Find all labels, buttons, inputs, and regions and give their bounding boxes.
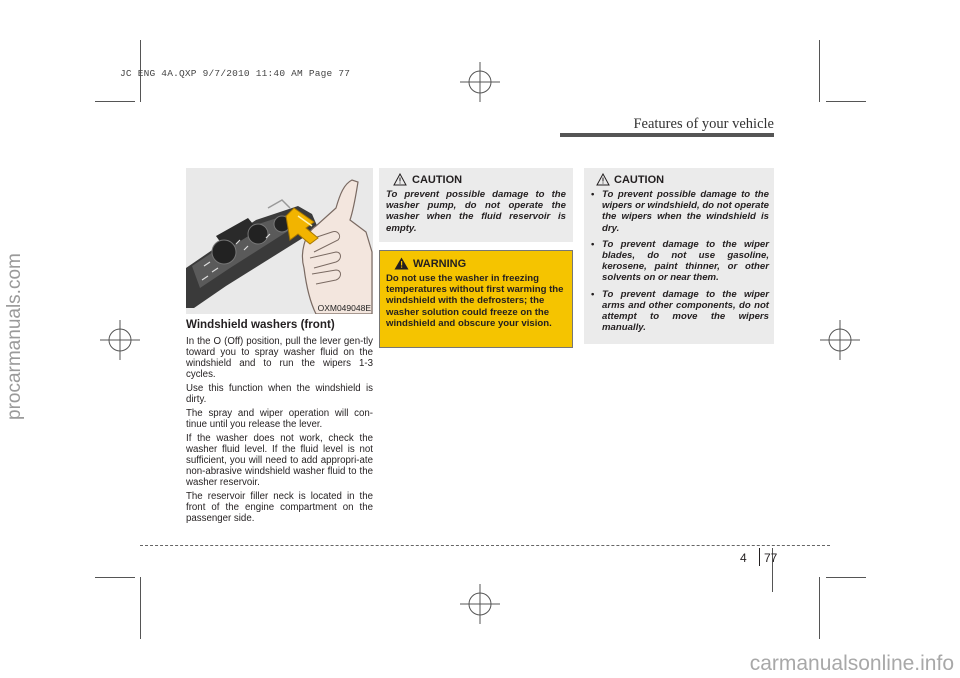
registration-mark-icon [460, 584, 500, 624]
body-paragraph: The spray and wiper operation will con-tinue until you release the lever. [186, 408, 373, 430]
header-rule [560, 133, 774, 137]
body-paragraph: If the washer does not work, check the washer fluid level. If the fluid level is not sufficient, you will need to add appropri-ate non-abrasive windshield washer fluid to the washer reservoir. [186, 433, 373, 488]
warning-triangle-icon [394, 257, 409, 270]
print-slug: JC ENG 4A.QXP 9/7/2010 11:40 AM Page 77 [120, 68, 351, 79]
chapter-number: 4 [740, 551, 747, 565]
bullet-icon: • [591, 238, 595, 250]
caution-item-text: To prevent damage to the wiper arms and other components, do not attempt to move the wipers manually. [602, 288, 769, 334]
page-number-separator [759, 548, 760, 566]
figure-code: OXM049048E [317, 303, 371, 313]
wiper-lever-figure [186, 168, 373, 314]
watermark-bottom[interactable]: carmanualsonline.info [749, 652, 954, 675]
warning-title: WARNING [413, 258, 467, 270]
crop-mark [819, 577, 820, 639]
registration-mark-icon [820, 320, 860, 360]
caution-title: CAUTION [614, 174, 665, 186]
page-number: 77 [764, 551, 778, 565]
page-header-title: Features of your vehicle [633, 116, 774, 132]
wiper-lever-illustration [186, 168, 373, 314]
body-paragraph: The reservoir filler neck is located in the front of the engine compartment on the passenger side. [186, 491, 373, 524]
crop-mark [826, 577, 866, 578]
registration-mark-icon [460, 62, 500, 102]
caution-item-text: To prevent possible damage to the wipers or windshield, do not operate the wipers when the windshield is dry. [602, 189, 769, 234]
caution-triangle-icon [596, 173, 610, 186]
footer-dashed-rule [140, 545, 830, 546]
crop-mark [95, 101, 135, 102]
registration-mark-icon [100, 320, 140, 360]
caution-box-washer [379, 168, 573, 242]
section-body [186, 336, 373, 527]
list-item [591, 289, 769, 334]
crop-mark [140, 577, 141, 639]
list-item [591, 189, 769, 234]
crop-mark [826, 101, 866, 102]
caution-list [591, 189, 769, 338]
crop-mark [95, 577, 135, 578]
watermark-left[interactable]: procarmanuals.com [4, 253, 25, 420]
body-paragraph: Use this function when the windshield is dirty. [186, 383, 373, 405]
warning-box-freezing [379, 250, 573, 348]
body-paragraph: In the O (Off) position, pull the lever gen-tly toward you to spray washer fluid on the windshield and to run the wipers 1-3 cycles. [186, 336, 373, 380]
caution-triangle-icon [393, 173, 407, 186]
warning-text: Do not use the washer in freezing temperatures without first warming the windshield with the defrosters; the washer solution could freeze on the windshield and obscure your vision. [386, 273, 564, 329]
list-item [591, 239, 769, 284]
caution-box-wipers [584, 168, 774, 344]
bullet-icon: • [591, 189, 595, 200]
crop-mark [819, 40, 820, 102]
section-heading: Windshield washers (front) [186, 318, 335, 331]
caution-title: CAUTION [412, 174, 463, 186]
caution-text: To prevent possible damage to the washer pump, do not operate the washer when the fluid reservoir is empty. [386, 189, 566, 234]
caution-item-text: To prevent damage to the wiper blades, do not use gasoline, kerosene, paint thinner, or other solvents on or near them. [602, 238, 769, 284]
bullet-icon: • [591, 288, 595, 300]
